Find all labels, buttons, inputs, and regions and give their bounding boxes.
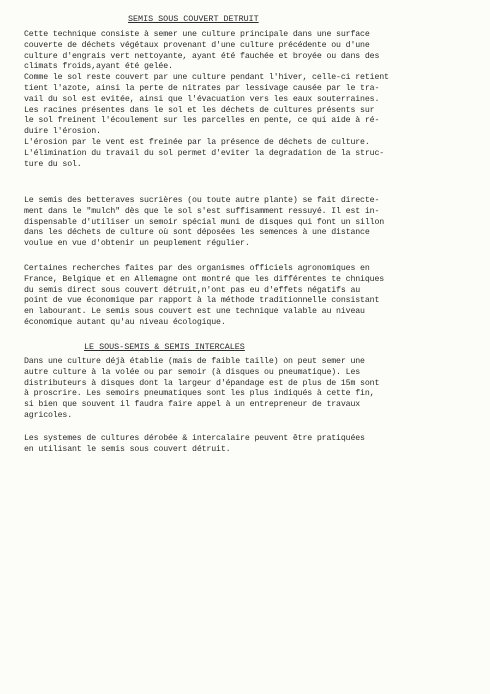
text-line: duire l'érosion. [24, 127, 101, 137]
text-line: tient l'azote, ainsi la perte de nitrates par lessivage causée par le tra- [24, 83, 380, 93]
text-line: Comme le sol reste couvert par une culture pendant l'hiver, celle-ci retient [24, 73, 389, 83]
text-line: voulue en vue d'obtenir un peuplement régulier. [24, 239, 250, 249]
text-line: économique autant qu'au niveau écologique. [24, 317, 226, 327]
paragraph-systemes [24, 434, 484, 456]
text-line: agricoles. [24, 410, 73, 420]
text-line: Le semis des betteraves sucrières (ou toute autre plante) se fait directe- [24, 196, 380, 205]
text-line: Dans une culture déjà établie (mais de faible taille) on peut semer une [24, 357, 365, 366]
text-line: L'érosion par le vent est freinée par la présence de déchets de culture. [24, 137, 370, 147]
paragraph-betteraves [24, 196, 484, 250]
paragraph-culture-etablie [24, 357, 484, 422]
text-line: couverte de déchets végétaux provenant d'une culture précédente ou d'une [24, 40, 370, 50]
text-line: France, Belgique et en Allemagne ont montré que les différentes te chniques [24, 274, 385, 284]
text-line: ture du sol. [24, 159, 82, 169]
text-line: dispensable d'utiliser un semoir spécial muni de disques qui font un sillon [24, 217, 385, 227]
text-line: du semis direct sous couvert détruit,n'ont pas eu d'effets négatifs au [24, 285, 361, 295]
text-line: à proscrire. Les semoirs pneumatiques sont les plus indiqués à cette fin, [24, 389, 375, 399]
text-line: dans les déchets de culture où sont déposées les semences à une distance [24, 228, 370, 238]
text-line: si bien que souvent il faudra faire appel à un entrepreneur de travaux [24, 400, 361, 410]
text-line: distributeurs à disques dont la largeur d'épandage est de plus de 15m sont [24, 378, 380, 388]
text-line: point de vue économique par rapport à la méthode traditionnelle consistant [24, 296, 380, 306]
text-line: Les racines présentes dans le sol et les déchets de cultures présents sur [24, 105, 375, 115]
text-line: en utilisant le semis sous couvert détruit. [24, 444, 231, 454]
text-line: le sol freinent l'écoulement sur les parcelles en pente, ce qui aide à ré- [24, 116, 380, 126]
text-line: en labourant. Le semis sous couvert est une technique valable au niveau [24, 307, 365, 317]
text-line: Cette technique consiste à semer une culture principale dans une surface [24, 30, 370, 39]
text-line: L'élimination du travail du sol permet d'eviter la degradation de la struc- [24, 148, 385, 158]
section-title-sous-semis: LE SOUS-SEMIS & SEMIS INTERCALES [84, 342, 245, 352]
text-line: climats froids,ayant été gelée. [24, 62, 173, 72]
text-line: autre culture à la volée ou par semoir (à disques ou pneumatique). Les [24, 367, 361, 377]
text-line: ment dans le "mulch" dès que le sol s'est suffisamment ressuyé. Il est in- [24, 206, 380, 216]
section-title-semis-sous-couvert: SEMIS SOUS COUVERT DETRUIT [128, 14, 259, 24]
text-line: Les systemes de cultures dérobée & intercalaire peuvent être pratiquées [24, 434, 365, 443]
text-line: Certaines recherches faites par des organismes officiels agronomiques en [24, 264, 370, 273]
text-line: vail du sol est evitée, ainsi que l'évacuation vers les eaux souterraines. [24, 94, 380, 104]
text-line: culture d'engrais vert nettoyante, ayant été fauchée et broyée ou dans des [24, 51, 380, 61]
paragraph-technique [24, 30, 484, 170]
paragraph-recherches [24, 264, 484, 329]
